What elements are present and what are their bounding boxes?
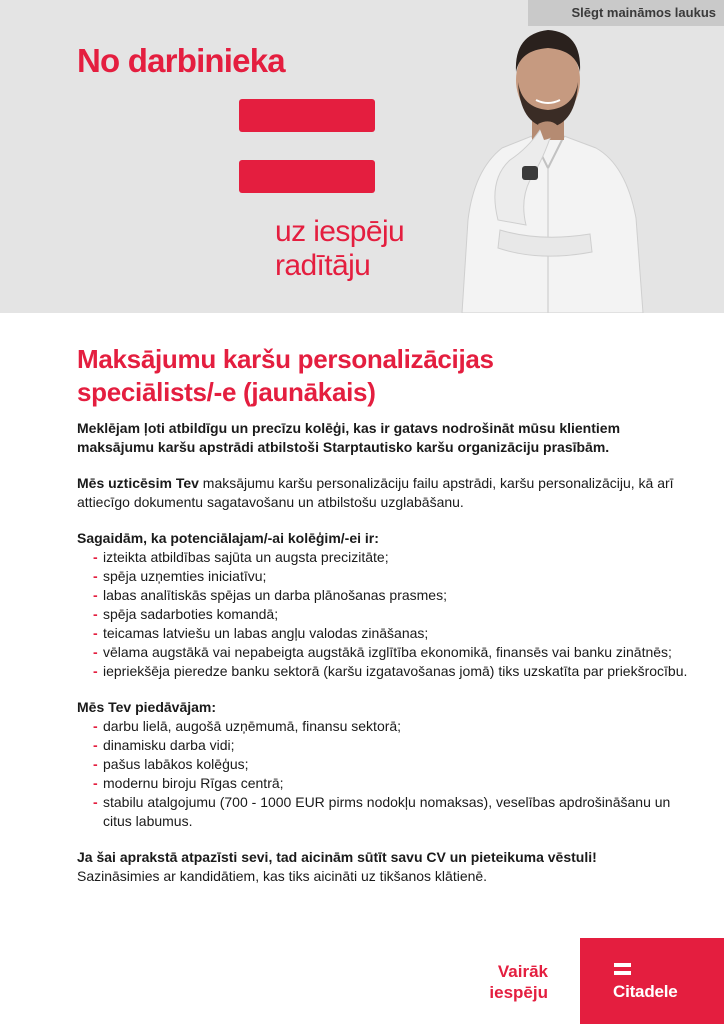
slogan-line-2: iespēju [489, 983, 548, 1002]
job-title [77, 343, 692, 409]
offer-item: - dinamisku darba vidi; [93, 736, 692, 755]
offer-title: Mēs Tev piedāvājam: [77, 699, 217, 715]
requirements-list [93, 548, 692, 681]
call-to-action: Ja šai aprakstā atpazīsti sevi, tad aicinām sūtīt savu CV un pieteikuma vēstuli! [77, 849, 597, 865]
brand-name: Citadele [613, 982, 678, 1001]
slogan-line-1: Vairāk [497, 962, 548, 981]
offer-item: - stabilu atalgojumu (700 - 1000 EUR pirms nodokļu nomaksas), veselības apdrošināšanu un citus labumus. [93, 793, 692, 831]
hero-banner [0, 0, 724, 313]
offer-item: - pašus labākos kolēģus; [93, 755, 692, 774]
headline-line-3: radītāju [275, 249, 371, 282]
close-editable-fields-button[interactable]: Slēgt maināmos laukus [528, 0, 724, 26]
citadele-logo [580, 938, 724, 1024]
requirement-item: - spēja sadarboties komandā; [93, 605, 692, 624]
requirement-item: - vēlama augstākā vai nepabeigta augstākā izglītība ekonomikā, finansēs vai banku zinātnēs; [93, 643, 692, 662]
requirements-title: Sagaidām, ka potenciālajam/-ai kolēģim/-ei ir: [77, 530, 379, 546]
responsibilities-text: maksājumu karšu personalizāciju failu apstrādi, karšu personalizāciju, kā arī attiecīgo dokumentu sagatavošanu un atbilstošu uzglabāšanu. [77, 475, 674, 510]
headline-line-2: uz iespēju [275, 215, 405, 248]
requirement-item: - teicamas latviešu un labas angļu valodas zināšanas; [93, 624, 692, 643]
logo-equals-bottom-bar [614, 971, 631, 975]
job-title-line-1: Maksājumu karšu personalizācijas [77, 344, 494, 374]
equals-sign-bottom-bar [239, 160, 375, 193]
requirement-item: - spēja uzņemties iniciatīvu; [93, 567, 692, 586]
offer-item: - modernu biroju Rīgas centrā; [93, 774, 692, 793]
requirement-item: - labas analītiskās spējas un darba plānošanas prasmes; [93, 586, 692, 605]
equals-sign-top-bar [239, 99, 375, 132]
requirement-item: - izteikta atbildības sajūta un augsta precizitāte; [93, 548, 692, 567]
job-ad-content [77, 343, 692, 886]
responsibilities-lead: Mēs uzticēsim Tev [77, 475, 199, 491]
offer-list [93, 717, 692, 831]
job-intro: Meklējam ļoti atbildīgu un precīzu kolēģi, kas ir gatavs nodrošināt mūsu klientiem maksājumu karšu apstrādi atbilstoši Starptautisko karšu organizāciju prasībām. [77, 420, 621, 455]
employee-photo [440, 20, 652, 313]
headline-from-employee: No darbinieka [77, 42, 285, 79]
headline-to-opportunity-creator [275, 215, 404, 283]
responsibilities-paragraph [77, 474, 692, 512]
call-to-action-note: Sazināsimies ar kandidātiem, kas tiks aicināti uz tikšanos klātienē. [77, 868, 488, 884]
slogan [478, 961, 548, 1003]
offer-item: - darbu lielā, augošā uzņēmumā, finansu sektorā; [93, 717, 692, 736]
logo-equals-top-bar [614, 963, 631, 967]
requirement-item: - iepriekšēja pieredze banku sektorā (karšu izgatavošanas jomā) tiks uzskatīta par priekšrocību. [93, 662, 692, 681]
job-title-line-2: speciālists/-e (jaunākais) [77, 377, 376, 407]
